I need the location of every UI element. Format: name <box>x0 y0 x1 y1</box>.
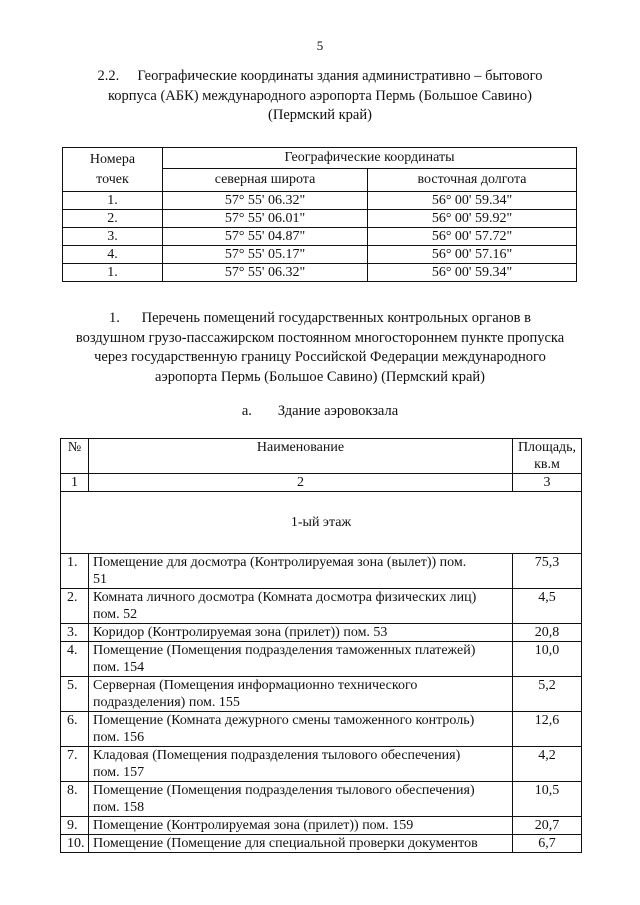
room-name-line: пом. 52 <box>93 607 138 622</box>
heading-line: (Пермский край) <box>268 107 372 123</box>
table-row <box>63 264 577 282</box>
table-row <box>61 817 582 835</box>
latitude-cell: 57° 55' 04.87" <box>163 228 368 246</box>
room-name <box>89 554 513 589</box>
room-name-line: пом. 157 <box>93 765 145 780</box>
table-row <box>63 210 577 228</box>
index-cell: 3 <box>513 474 582 492</box>
heading-line: 1. Перечень помещений государственных контрольных органов в <box>109 310 531 326</box>
table-row <box>61 712 582 747</box>
page-number: 5 <box>316 38 324 53</box>
point-number: 1. <box>63 192 163 210</box>
subsection-title: Здание аэровокзала <box>277 403 399 419</box>
heading-line: корпуса (АБК) международного аэропорта Пермь (Большое Савино) <box>107 87 533 104</box>
header-east-longitude: восточная долгота <box>368 169 577 192</box>
table-row <box>61 747 582 782</box>
room-name <box>89 677 513 712</box>
table-row <box>61 677 582 712</box>
table-row <box>61 624 582 642</box>
room-name-line: Серверная (Помещения информационно технического <box>93 678 418 693</box>
room-name <box>89 835 513 853</box>
longitude-cell: 56° 00' 57.72" <box>368 228 577 246</box>
latitude-cell: 57° 55' 06.01" <box>163 210 368 228</box>
room-name <box>89 747 513 782</box>
section-heading-premises <box>0 309 640 387</box>
header-line: Номера <box>89 151 136 167</box>
longitude-cell: 56° 00' 59.34" <box>368 264 577 282</box>
subsection-heading <box>0 402 640 422</box>
longitude-cell: 56° 00' 59.34" <box>368 192 577 210</box>
longitude-cell: 56° 00' 57.16" <box>368 246 577 264</box>
room-name-line: Помещение для досмотра (Контролируемая зона (вылет)) пом. <box>93 555 467 570</box>
room-number: 6. <box>61 712 89 747</box>
point-number: 4. <box>63 246 163 264</box>
room-number: 10. <box>61 835 89 853</box>
table-row <box>61 589 582 624</box>
room-area: 5,2 <box>513 677 582 712</box>
room-name <box>89 817 513 835</box>
table-row <box>61 835 582 853</box>
header-north-latitude: северная широта <box>163 169 368 192</box>
header-area <box>513 439 582 474</box>
header-line: Площадь, <box>517 440 577 455</box>
room-name-line: пом. 156 <box>93 730 145 745</box>
longitude-cell: 56° 00' 59.92" <box>368 210 577 228</box>
header-number: № <box>61 439 89 474</box>
room-name <box>89 782 513 817</box>
header-name: Наименование <box>89 439 513 474</box>
header-line: кв.м <box>534 457 560 472</box>
room-name-line: Коридор (Контролируемая зона (прилет)) пом. 53 <box>93 625 388 640</box>
heading-line: аэропорта Пермь (Большое Савино) (Пермский край) <box>155 368 485 385</box>
latitude-cell: 57° 55' 05.17" <box>163 246 368 264</box>
room-name <box>89 712 513 747</box>
room-number: 3. <box>61 624 89 642</box>
room-name-line: Комната личного досмотра (Комната досмотра физических лиц) <box>93 590 477 605</box>
header-geo-coordinates: Географические координаты <box>163 148 577 169</box>
premises-table <box>60 438 582 853</box>
room-name-line: Помещение (Помещения подразделения таможенных платежей) <box>93 643 476 658</box>
room-number: 7. <box>61 747 89 782</box>
point-number: 3. <box>63 228 163 246</box>
room-area: 20,8 <box>513 624 582 642</box>
room-name-line: Помещение (Помещение для специальной проверки документов <box>93 836 478 851</box>
room-number: 8. <box>61 782 89 817</box>
room-name <box>89 624 513 642</box>
room-name-line: 51 <box>93 572 107 587</box>
room-number: 5. <box>61 677 89 712</box>
point-number: 2. <box>63 210 163 228</box>
room-name-line: Помещение (Помещения подразделения тылового обеспечения) <box>93 783 475 798</box>
room-area: 10,5 <box>513 782 582 817</box>
subsection-letter: а. <box>241 403 252 419</box>
header-point-numbers <box>63 148 163 192</box>
room-name-line: Помещение (Контролируемая зона (прилет)) пом. 159 <box>93 818 414 833</box>
table-row <box>61 642 582 677</box>
index-cell: 2 <box>89 474 513 492</box>
room-area: 4,2 <box>513 747 582 782</box>
room-name-line: Кладовая (Помещения подразделения тылового обеспечения) <box>93 748 461 763</box>
room-number: 1. <box>61 554 89 589</box>
table-row <box>63 228 577 246</box>
room-area: 75,3 <box>513 554 582 589</box>
room-name <box>89 642 513 677</box>
room-number: 4. <box>61 642 89 677</box>
floor-label: 1-ый этаж <box>61 492 582 554</box>
table-row <box>61 782 582 817</box>
heading-line: воздушном грузо-пассажирском постоянном многостороннем пункте пропуска <box>75 329 565 346</box>
room-name-line: Помещение (Комната дежурного смены таможенного контроль) <box>93 713 475 728</box>
header-line: точек <box>96 171 129 187</box>
latitude-cell: 57° 55' 06.32" <box>163 264 368 282</box>
table-row <box>61 554 582 589</box>
point-number: 1. <box>63 264 163 282</box>
coordinates-table <box>62 147 577 282</box>
room-name-line: пом. 154 <box>93 660 145 675</box>
latitude-cell: 57° 55' 06.32" <box>163 192 368 210</box>
table-row <box>63 246 577 264</box>
room-name-line: подразделения) пом. 155 <box>93 695 240 710</box>
index-cell: 1 <box>61 474 89 492</box>
room-name-line: пом. 158 <box>93 800 145 815</box>
room-area: 20,7 <box>513 817 582 835</box>
section-heading-coordinates <box>0 67 640 126</box>
room-area: 12,6 <box>513 712 582 747</box>
room-name <box>89 589 513 624</box>
table-row <box>63 192 577 210</box>
room-area: 6,7 <box>513 835 582 853</box>
room-number: 2. <box>61 589 89 624</box>
room-area: 4,5 <box>513 589 582 624</box>
heading-line: через государственную границу Российской Федерации международного <box>94 349 546 365</box>
room-area: 10,0 <box>513 642 582 677</box>
heading-line: 2.2. Географические координаты здания административно – бытового <box>97 68 543 84</box>
room-number: 9. <box>61 817 89 835</box>
